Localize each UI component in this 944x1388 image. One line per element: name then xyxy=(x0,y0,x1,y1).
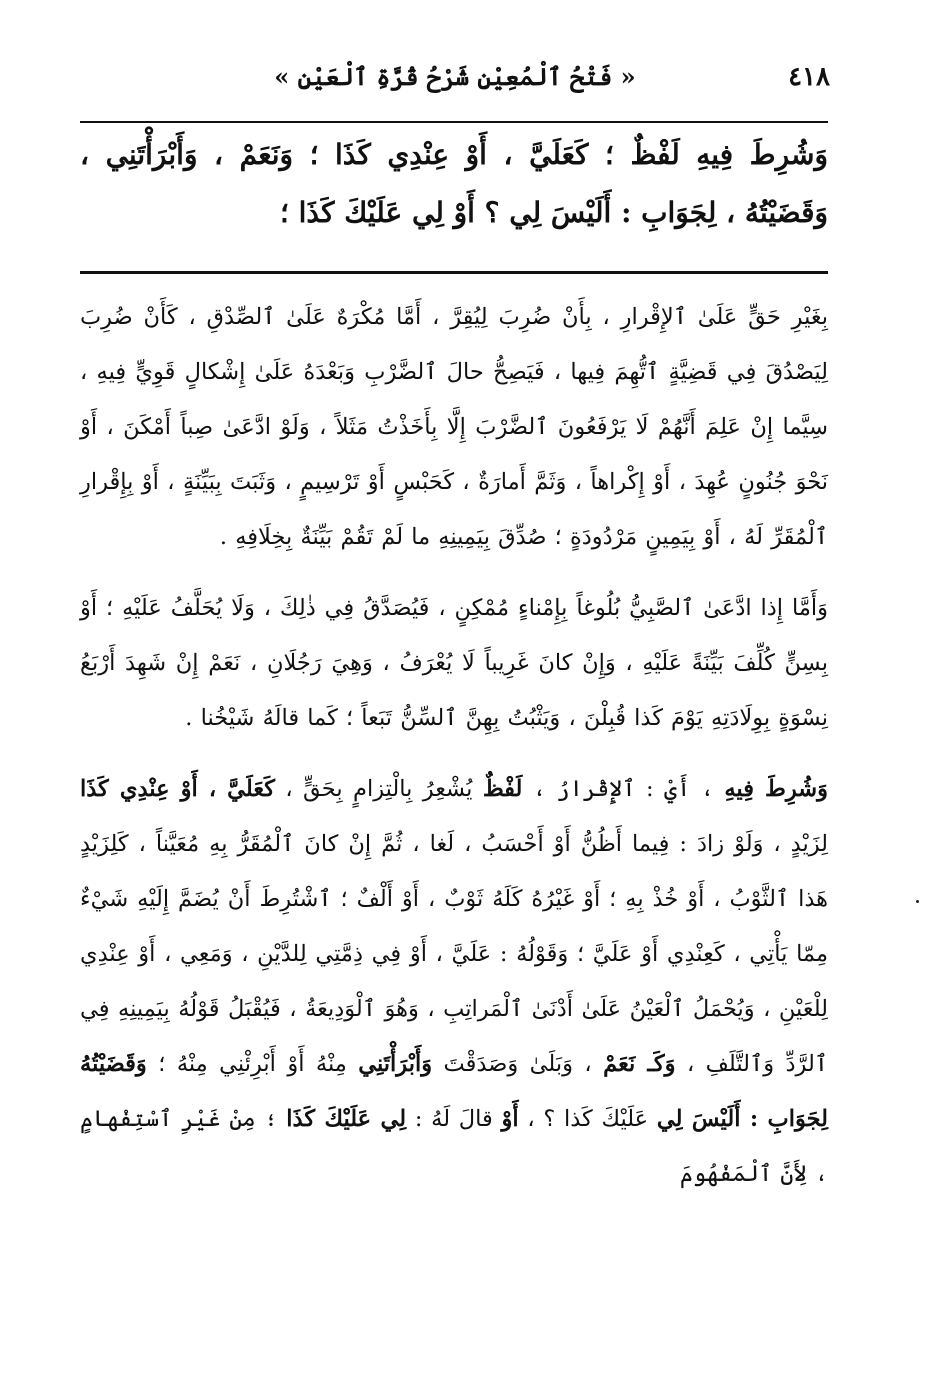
quoted-matn: لَفْظٌ xyxy=(482,776,523,802)
quoted-matn: وَشُرِطَ فِيهِ xyxy=(724,776,828,802)
commentary-text: قالَ لَهُ : xyxy=(406,1106,502,1132)
page-number: ٤١٨ xyxy=(788,62,830,92)
matn-sharh-separator xyxy=(80,271,828,274)
running-header xyxy=(80,58,830,108)
sharh-commentary xyxy=(80,290,828,1202)
commentary-text: ؛ مِنْ غَيْرِ ٱسْتِفْهامٍ ، لِأَنَّ ٱلْمَفْهُومَ xyxy=(80,1106,828,1187)
margin-speck xyxy=(916,900,919,903)
book-title: « فَتْحُ ٱلْمُعِيْنِ شَرْحُ قُرَّةِ ٱلْعَيْنِ » xyxy=(274,62,636,91)
sharh-paragraph-1: بِغَيْرِ حَقٍّ عَلَىٰ ٱلإِقْرارِ ، بِأَنْ ضُرِبَ لِيُقِرَّ ، أَمَّا مُكْرَهٌ عَلَىٰ ٱلصِّدْقِ ، كَأَنْ ضُرِبَ لِيَصْدُقَ فِي قَضِيَّةٍ ٱتُّهِمَ فِيها ، فَيَصِحُّ حالَ ٱلضَّرْبِ وَبَعْدَهُ عَلَىٰ إِشْكالٍ قَوِيٍّ فِيهِ ، سِيَّما إِنْ عَلِمَ أَنَّهُمْ لَا يَرْفَعُونَ ٱلضَّرْبَ إِلَّا بِأَخَذْتُ مَثَلاً ، وَلَوْ ادَّعَىٰ صِباً أَمْكَنَ ، أَوْ نَحْوَ جُنُونٍ عُهِدَ ، أَوْ إِكْراهاً ، وَثَمَّ أَمارَةٌ ، كَحَبْسٍ أَوْ تَرْسِيمٍ ، وَثَبَتَ بِبَيِّنَةٍ ، أَوْ بِإِقْرارِ ٱلْمُقَرِّ لَهُ ، أَوْ بِيَمِينٍ مَرْدُودَةٍ ؛ صُدِّقَ بِيَمِينِهِ ما لَمْ تَقُمْ بَيِّنَةٌ بِخِلَافِهِ . xyxy=(80,304,828,550)
quoted-matn: كَعَلَيَّ ، أَوْ عِنْدِي كَذَا xyxy=(80,776,275,802)
commentary-text: مِنْهُ أَوْ أَبْرِئْنِي مِنْهُ ؛ xyxy=(146,1051,359,1077)
quoted-matn: لِي عَلَيْكَ كَذَا xyxy=(286,1106,407,1132)
matn-text: وَشُرِطَ فِيهِ لَفْظٌ ؛ كَعَلَيَّ ، أَوْ عِنْدِي كَذَا ؛ وَنَعَمْ ، وَأَبْرَأْتَنِي ، وَقَضَيْتُهُ ، لِجَوَابِ : أَلَيْسَ لِي ؟ أَوْ لِي عَلَيْكَ كَذَا ؛ xyxy=(80,138,828,229)
quoted-matn: وَقَضَيْتُهُ لِجَوَابِ : أَلَيْسَ لِي xyxy=(80,1051,828,1132)
commentary-text: يُشْعِرُ بِالْتِزامٍ بِحَقٍّ ، xyxy=(274,776,483,802)
sharh-paragraph-3 xyxy=(80,762,828,1202)
commentary-text: لِزَيْدٍ ، وَلَوْ زادَ : فِيما أَظُنُّ أَوْ أَحْسَبُ ، لَغا ، ثُمَّ إِنْ كانَ ٱلْمُقَرُّ بِهِ مُعَيَّناً ، كَلِزَيْدٍ هَذا ٱلثَّوْبُ ، أَوْ خُذْ بِهِ ؛ أَوْ غَيْرُهُ كَلَهُ ثَوْبٌ ، أَوْ أَلْفٌ ؛ ٱشْتُرِطَ أَنْ يُضَمَّ إِلَيْهِ شَيْءٌ مِمّا يَأْتِي ، كَعِنْدِي أَوْ عَلَيَّ ؛ وَقَوْلُهُ : عَلَيَّ ، أَوْ فِي ذِمَّتِي لِلدَّيْنِ ، وَمَعِي ، أَوْ عِنْدِي لِلْعَيْنِ ، وَيُحْمَلُ ٱلْعَيْنُ عَلَىٰ أَدْنَىٰ ٱلْمَراتِبِ ، وَهُوَ ٱلْوَدِيعَةُ ، فَيُقْبَلُ قَوْلُهُ بِيَمِينِهِ فِي ٱلرَّدِّ وَٱلتَّلَفِ ، xyxy=(80,831,828,1077)
quoted-matn: وَكَـ نَعَمْ xyxy=(603,1051,676,1077)
commentary-text: ، أَيْ : ٱلإِقْرارُ ، xyxy=(522,776,725,802)
quoted-matn: أَوْ xyxy=(501,1106,519,1132)
commentary-text: عَلَيْكَ كَذا ؟ ، xyxy=(518,1106,657,1132)
header-rule xyxy=(80,121,828,123)
sharh-paragraph-2: وَأَمَّا إِذا ادَّعَىٰ ٱلصَّبِيُّ بُلُوغاً بِإِمْناءٍ مُمْكِنٍ ، فَيُصَدَّقُ فِي ذٰلِكَ ، وَلَا يُحَلَّفُ عَلَيْهِ ؛ أَوْ بِسِنٍّ كُلِّفَ بَيِّنَةً عَلَيْهِ ، وَإِنْ كانَ غَرِيباً لَا يُعْرَفُ ، وَهِيَ رَجُلَانِ ، نَعَمْ إِنْ شَهِدَ أَرْبَعُ نِسْوَةٍ بِوِلَادَتِهِ يَوْمَ كَذا قُبِلْنَ ، وَيَثْبُتُ بِهِنَّ ٱلسِّنُّ تَبَعاً ؛ كَما قالَهُ شَيْخُنا . xyxy=(80,595,828,731)
commentary-text: ، وَبَلَىٰ وَصَدَقْتَ xyxy=(432,1051,604,1077)
quoted-matn: وَأَبْرَأْتَنِي xyxy=(358,1051,433,1077)
